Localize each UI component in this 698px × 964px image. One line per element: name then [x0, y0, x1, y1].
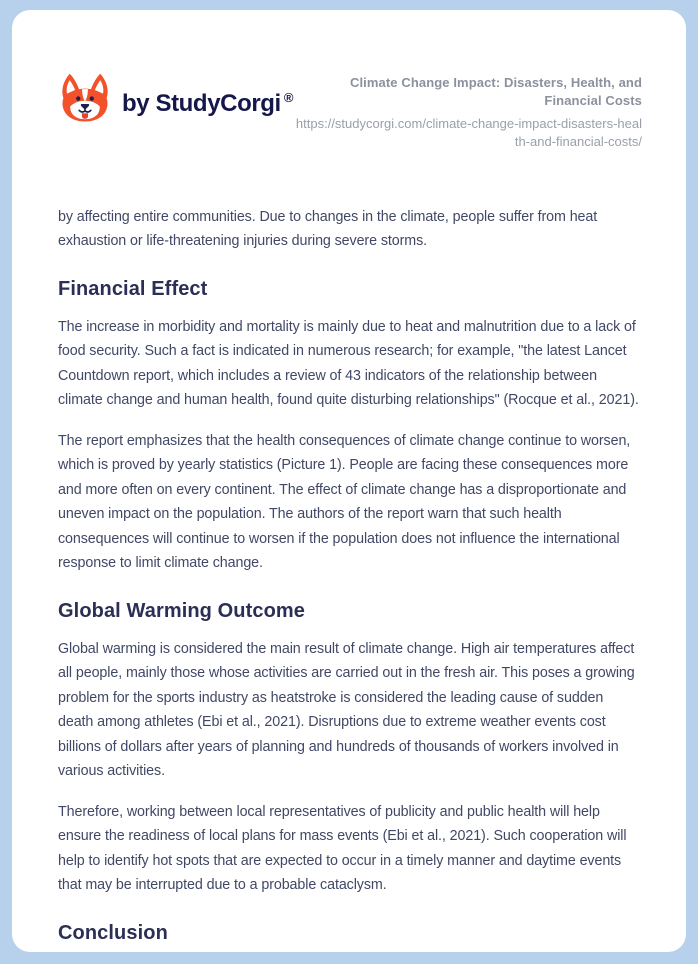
document-title: Climate Change Impact: Disasters, Health, and Financial Costs: [349, 75, 642, 108]
document-body: [58, 205, 642, 945]
paragraph-global-warming-2: Therefore, working between local representatives of publicity and public health will help ensure the readiness of local plans for mass events (Ebi et al., 2021). Such cooperation will help to identify hot spots that are expected to occur in a timely manner and daytime events that may be interrupted due to a probable cataclysm.: [58, 803, 627, 894]
document-source-url: https://studycorgi.com/climate-change-impact-disasters-health-and-financial-costs/: [295, 115, 642, 149]
section-heading-financial-effect: Financial Effect: [58, 277, 208, 300]
studycorgi-brand: [58, 70, 293, 128]
section-heading-global-warming-outcome: Global Warming Outcome: [58, 599, 306, 622]
section-heading-conclusion: Conclusion: [58, 921, 168, 944]
paragraph-intro-continuation: by affecting entire communities. Due to changes in the climate, people suffer from heat exhaustion or life-threatening injuries during severe storms.: [58, 208, 598, 250]
paragraph-financial-effect-1: The increase in morbidity and mortality is mainly due to heat and malnutrition due to a lack of food security. Such a fact is indicated in numerous research; for example, "the latest Lancet Countdown report, which includes a review of 43 indicators of the relationship between climate change and human health, found quite disturbing relationships" (Rocque et al., 2021).: [58, 318, 639, 409]
document-card: [12, 10, 686, 952]
document-meta: [294, 74, 642, 151]
registered-trademark-symbol: ®: [283, 90, 293, 105]
brand-name-text: by StudyCorgi: [122, 90, 281, 117]
corgi-logo-icon: [58, 70, 112, 128]
document-header: [58, 70, 642, 151]
brand-wordmark: [122, 90, 293, 118]
paragraph-financial-effect-2: The report emphasizes that the health consequences of climate change continue to worsen, which is proved by yearly statistics (Picture 1). People are facing these consequences more and more often on every continent. The effect of climate change has a disproportionate and uneven impact on the population. The authors of the report warn that such health consequences will continue to worsen if the population does not influence the international response to limit climate change.: [58, 432, 631, 572]
paragraph-global-warming-1: Global warming is considered the main result of climate change. High air temperatures affect all people, mainly those whose activities are carried out in the fresh air. This poses a growing problem for the sports industry as heatstroke is considered the leading cause of sudden death among athletes (Ebi et al., 2021). Disruptions due to extreme weather events cost billions of dollars after years of planning and hundreds of thousands of workers involved in various activities.: [58, 640, 635, 780]
